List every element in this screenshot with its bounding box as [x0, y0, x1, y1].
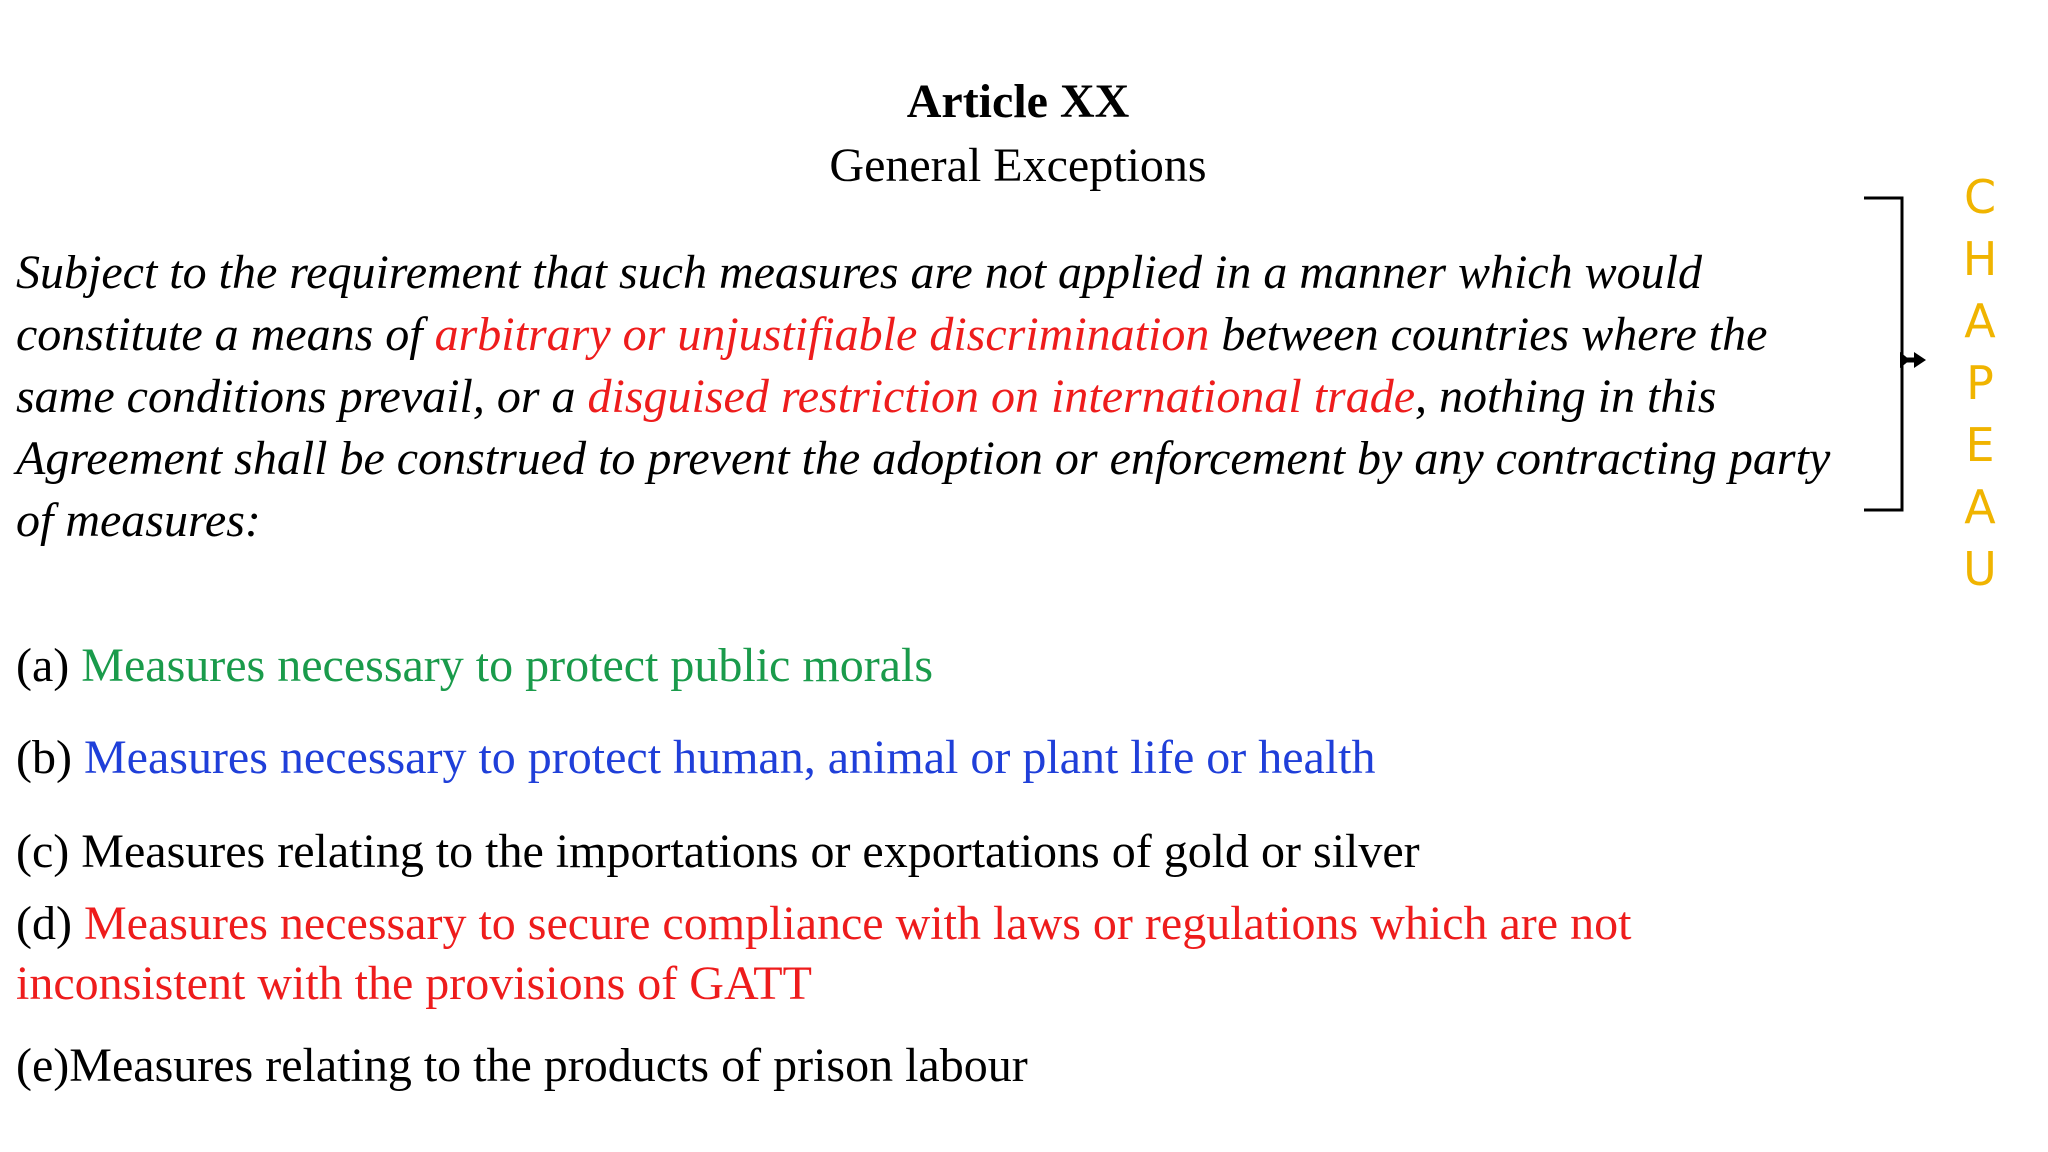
item-text: Measures relating to the products of prison labour [69, 1039, 1028, 1092]
item-text: Measures necessary to protect public morals [81, 639, 933, 692]
exception-item-c [16, 822, 1876, 882]
exception-item-d [16, 894, 1776, 1014]
chapeau-text-part-3: , nothing in this Agreement shall be construed to prevent the adoption or enforcement by any contracting party of measures: [16, 370, 1831, 547]
arrow-icon [1902, 350, 1926, 370]
exception-item-e [16, 1036, 1876, 1096]
chapeau-vertical-label [1950, 166, 2010, 600]
item-text: Measures necessary to secure compliance with laws or regulations which are not inconsistent with the provisions of GATT [16, 897, 1632, 1010]
chapeau-text-part-2: between countries where the same conditions prevail, or a [16, 308, 1768, 423]
chapeau-letter: H [1962, 232, 1998, 286]
chapeau-letter: U [1963, 542, 1997, 596]
item-prefix: (e) [16, 1039, 70, 1092]
item-text: Measures relating to the importations or exportations of gold or silver [81, 825, 1420, 878]
chapeau-letter: E [1965, 418, 1995, 472]
chapeau-letter: P [1966, 356, 1994, 410]
chapeau-highlight-restriction: disguised restriction on international trade [587, 370, 1416, 423]
chapeau-text-part-1: Subject to the requirement that such measures are not applied in a manner which would constitute a means of [16, 246, 1702, 361]
article-subtitle: General Exceptions [829, 139, 1207, 192]
chapeau-letter: C [1963, 170, 1997, 224]
item-prefix: (c) [16, 825, 82, 878]
article-title: Article XX [906, 75, 1130, 128]
chapeau-letter: A [1964, 294, 1996, 348]
chapeau-highlight-discrimination: arbitrary or unjustifiable discrimination [434, 308, 1210, 361]
item-text: Measures necessary to protect human, animal or plant life or health [83, 731, 1376, 784]
chapeau-paragraph [16, 242, 1876, 552]
item-prefix: (b) [16, 731, 84, 784]
item-prefix: (d) [16, 897, 84, 950]
exception-item-b [16, 728, 1876, 788]
item-prefix: (a) [16, 639, 82, 692]
chapeau-letter: A [1964, 480, 1996, 534]
exception-item-a [16, 636, 1876, 696]
